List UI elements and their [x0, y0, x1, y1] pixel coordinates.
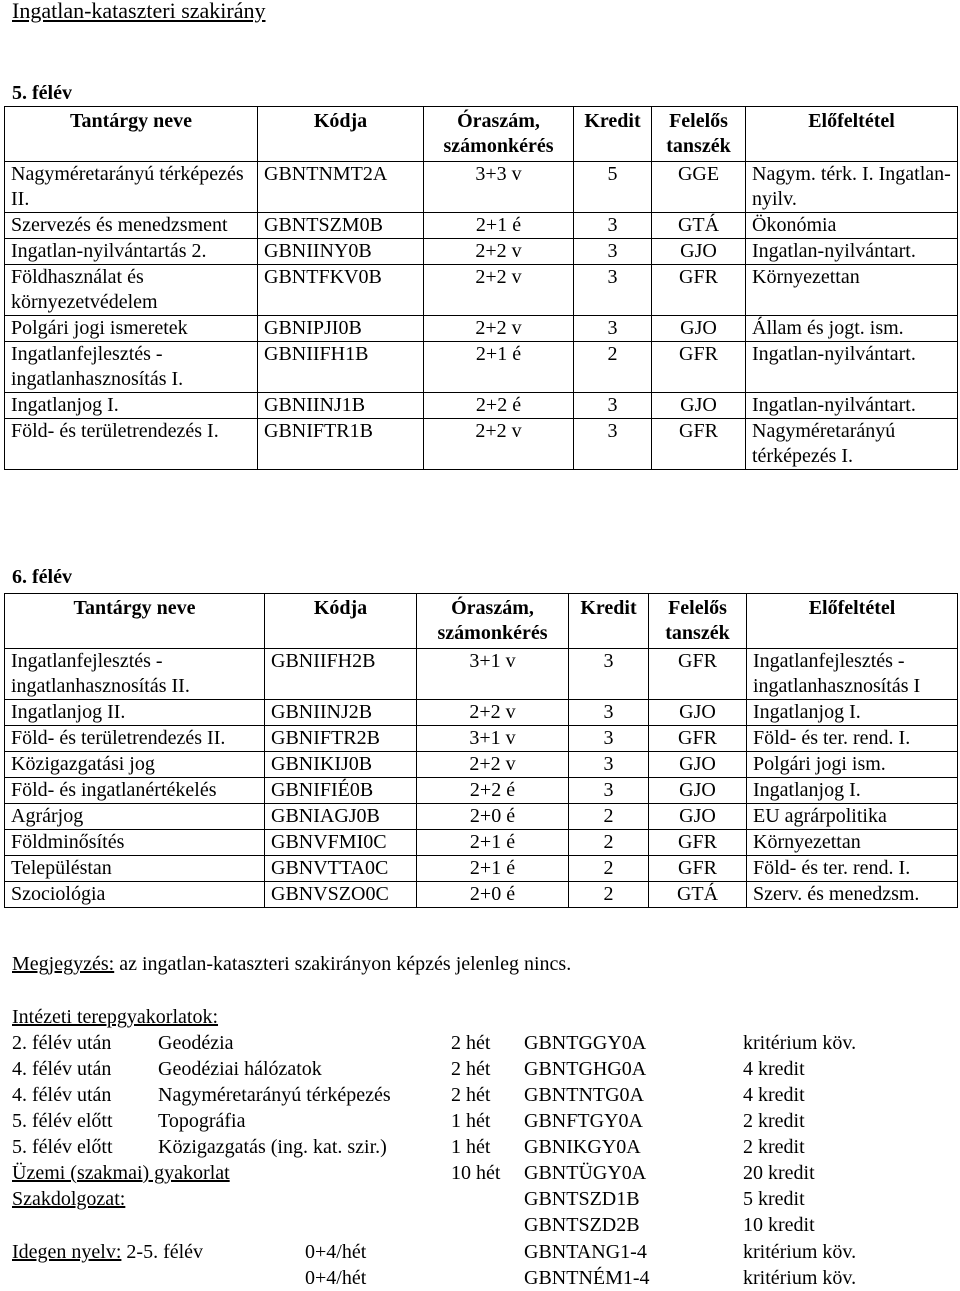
cell-subject: Településtan: [5, 856, 265, 882]
cell-prerequisite: Nagyméretarányú térképezés I.: [746, 419, 958, 470]
cell-subject: Ingatlanjog I.: [5, 393, 258, 419]
cell-prerequisite: Ingatlanjog I.: [747, 778, 958, 804]
cell-department: GFR: [652, 342, 746, 393]
practice-timing: 4. félév után: [12, 1084, 112, 1106]
cell-prerequisite: Ingatlan-nyilvántart.: [746, 239, 958, 265]
header-department: Felelős tanszék: [649, 594, 747, 649]
practice-code: GBNTGHG0A: [524, 1058, 647, 1080]
header-subject: Tantárgy neve: [5, 594, 265, 649]
cell-subject: Szociológia: [5, 882, 265, 908]
note-text: az ingatlan-kataszteri szakirányon képzés jelenleg nincs.: [114, 953, 572, 975]
cell-prerequisite: Környezettan: [746, 265, 958, 316]
cell-subject: Nagyméretarányú térképezés II.: [5, 162, 258, 213]
cell-hours: 2+2 é: [417, 778, 569, 804]
cell-hours: 2+0 é: [417, 804, 569, 830]
cell-department: GJO: [649, 804, 747, 830]
cell-credit: 5: [574, 162, 652, 213]
cell-department: GFR: [649, 856, 747, 882]
table-row: [5, 882, 958, 908]
cell-credit: 2: [569, 856, 649, 882]
practice-duration: 1 hét: [451, 1136, 491, 1158]
cell-subject: Ingatlanjog II.: [5, 700, 265, 726]
cell-department: GFR: [652, 419, 746, 470]
cell-credit: 3: [574, 393, 652, 419]
cell-credit: 3: [569, 700, 649, 726]
industrial-practice-label: Üzemi (szakmai) gyakorlat: [12, 1162, 230, 1184]
cell-code: GBNIIFH1B: [258, 342, 424, 393]
cell-code: GBNTFKV0B: [258, 265, 424, 316]
cell-subject: Föld- és területrendezés II.: [5, 726, 265, 752]
table-row: [5, 239, 958, 265]
cell-prerequisite: Ingatlanfejlesztés - ingatlanhasznosítás I: [747, 649, 958, 700]
header-code: Kódja: [265, 594, 417, 649]
cell-hours: 2+1 é: [417, 856, 569, 882]
language-code: GBNTNÉM1-4: [524, 1267, 650, 1289]
language-credit: kritérium köv.: [743, 1241, 857, 1263]
language-label: Idegen nyelv:: [12, 1241, 122, 1263]
cell-credit: 3: [574, 239, 652, 265]
header-credit: Kredit: [569, 594, 649, 649]
cell-hours: 3+3 v: [424, 162, 574, 213]
cell-hours: 2+2 v: [417, 700, 569, 726]
cell-department: GJO: [649, 752, 747, 778]
cell-code: GBNVSZO0C: [265, 882, 417, 908]
practice-timing: 5. félév előtt: [12, 1136, 113, 1158]
cell-prerequisite: Polgári jogi ism.: [747, 752, 958, 778]
cell-hours: 2+1 é: [424, 213, 574, 239]
cell-code: GBNIINY0B: [258, 239, 424, 265]
cell-prerequisite: Föld- és ter. rend. I.: [747, 856, 958, 882]
semester-6-label: 6. félév: [12, 566, 72, 588]
cell-credit: 2: [569, 830, 649, 856]
table-row: [5, 778, 958, 804]
cell-code: GBNIFTR1B: [258, 419, 424, 470]
cell-subject: Föld- és ingatlanértékelés: [5, 778, 265, 804]
header-prerequisite: Előfeltétel: [747, 594, 958, 649]
note-line: [12, 953, 571, 976]
cell-department: GTÁ: [652, 213, 746, 239]
table-row: [5, 342, 958, 393]
table-row: [5, 804, 958, 830]
practice-credit: 2 kredit: [743, 1136, 805, 1158]
language-hours: 0+4/hét: [305, 1241, 367, 1263]
cell-prerequisite: Nagym. térk. I. Ingatlan-nyilv.: [746, 162, 958, 213]
practice-name: Geodézia: [158, 1032, 234, 1054]
practice-credit: 4 kredit: [743, 1084, 805, 1106]
cell-prerequisite: EU agrárpolitika: [747, 804, 958, 830]
cell-prerequisite: Ingatlanjog I.: [747, 700, 958, 726]
cell-credit: 3: [569, 726, 649, 752]
thesis-credit: 10 kredit: [743, 1214, 815, 1236]
practice-code: GBNIKGY0A: [524, 1136, 641, 1158]
table-row: [5, 752, 958, 778]
cell-prerequisite: Környezettan: [747, 830, 958, 856]
header-hours: Óraszám, számonkérés: [417, 594, 569, 649]
cell-subject: Földminősítés: [5, 830, 265, 856]
cell-hours: 2+2 é: [424, 393, 574, 419]
cell-prerequisite: Ingatlan-nyilvántart.: [746, 342, 958, 393]
cell-code: GBNTSZM0B: [258, 213, 424, 239]
header-department: Felelős tanszék: [652, 107, 746, 162]
cell-prerequisite: Állam és jogt. ism.: [746, 316, 958, 342]
cell-subject: Polgári jogi ismeretek: [5, 316, 258, 342]
practice-credit: 2 kredit: [743, 1110, 805, 1132]
table-row: [5, 649, 958, 700]
cell-credit: 2: [574, 342, 652, 393]
cell-code: GBNIIFH2B: [265, 649, 417, 700]
cell-credit: 3: [574, 213, 652, 239]
cell-hours: 2+2 v: [424, 239, 574, 265]
cell-department: GGE: [652, 162, 746, 213]
cell-credit: 3: [574, 419, 652, 470]
thesis-code: GBNTSZD2B: [524, 1214, 640, 1236]
language-semesters: 2-5. félév: [121, 1241, 204, 1263]
language-hours: 0+4/hét: [305, 1267, 367, 1289]
cell-hours: 2+1 é: [417, 830, 569, 856]
table-row: [5, 162, 958, 213]
cell-subject: Földhasználat és környezetvédelem: [5, 265, 258, 316]
cell-credit: 3: [569, 778, 649, 804]
cell-subject: Ingatlanfejlesztés - ingatlanhasznosítás I.: [5, 342, 258, 393]
table-row: [5, 726, 958, 752]
cell-code: GBNIFIÉ0B: [265, 778, 417, 804]
cell-code: GBNVTTA0C: [265, 856, 417, 882]
header-hours: Óraszám, számonkérés: [424, 107, 574, 162]
language-credit: kritérium köv.: [743, 1267, 857, 1289]
table-row: [5, 856, 958, 882]
thesis-label: Szakdolgozat:: [12, 1188, 126, 1210]
practice-credit: kritérium köv.: [743, 1032, 857, 1054]
cell-department: GFR: [652, 265, 746, 316]
industrial-practice-duration: 10 hét: [451, 1162, 501, 1184]
practice-name: Közigazgatás (ing. kat. szir.): [158, 1136, 387, 1158]
table-row: [5, 316, 958, 342]
practice-code: GBNFTGY0A: [524, 1110, 643, 1132]
cell-hours: 2+2 v: [424, 316, 574, 342]
semester-6-table: [4, 593, 958, 908]
language-code: GBNTANG1-4: [524, 1241, 647, 1263]
cell-subject: Föld- és területrendezés I.: [5, 419, 258, 470]
industrial-practice-code: GBNTÜGY0A: [524, 1162, 647, 1184]
cell-subject: Szervezés és menedzsment: [5, 213, 258, 239]
header-code: Kódja: [258, 107, 424, 162]
cell-prerequisite: Ökonómia: [746, 213, 958, 239]
cell-department: GJO: [649, 700, 747, 726]
practice-timing: 4. félév után: [12, 1058, 112, 1080]
practice-duration: 2 hét: [451, 1058, 491, 1080]
language-label-line: [12, 1239, 203, 1265]
thesis-credit: 5 kredit: [743, 1188, 805, 1210]
cell-hours: 2+2 v: [424, 265, 574, 316]
cell-code: GBNIKIJ0B: [265, 752, 417, 778]
cell-hours: 3+1 v: [417, 649, 569, 700]
cell-hours: 3+1 v: [417, 726, 569, 752]
practice-label: Intézeti terepgyakorlatok:: [12, 1006, 219, 1028]
practice-duration: 2 hét: [451, 1084, 491, 1106]
practice-code: GBNTNTG0A: [524, 1084, 644, 1106]
practice-name: Topográfia: [158, 1110, 246, 1132]
cell-prerequisite: Szerv. és menedzsm.: [747, 882, 958, 908]
table-row: [5, 830, 958, 856]
table-header-row: [5, 107, 958, 162]
table-row: [5, 419, 958, 470]
practice-timing: 2. félév után: [12, 1032, 112, 1054]
cell-hours: 2+0 é: [417, 882, 569, 908]
cell-code: GBNVFMI0C: [265, 830, 417, 856]
practice-code: GBNTGGY0A: [524, 1032, 647, 1054]
note-label: Megjegyzés:: [12, 953, 115, 975]
cell-department: GJO: [652, 393, 746, 419]
cell-department: GFR: [649, 649, 747, 700]
cell-subject: Ingatlan-nyilvántartás 2.: [5, 239, 258, 265]
cell-code: GBNIPJI0B: [258, 316, 424, 342]
table-header-row: [5, 594, 958, 649]
cell-department: GJO: [652, 316, 746, 342]
document-title: Ingatlan-kataszteri szakirány: [12, 0, 266, 23]
cell-subject: Közigazgatási jog: [5, 752, 265, 778]
table-row: [5, 265, 958, 316]
cell-credit: 3: [569, 752, 649, 778]
practice-name: Nagyméretarányú térképezés: [158, 1084, 391, 1106]
thesis-code: GBNTSZD1B: [524, 1188, 640, 1210]
cell-hours: 2+2 v: [424, 419, 574, 470]
header-credit: Kredit: [574, 107, 652, 162]
table-row: [5, 700, 958, 726]
cell-credit: 3: [569, 649, 649, 700]
practice-name: Geodéziai hálózatok: [158, 1058, 322, 1080]
practice-duration: 1 hét: [451, 1110, 491, 1132]
industrial-practice-credit: 20 kredit: [743, 1162, 815, 1184]
cell-department: GFR: [649, 726, 747, 752]
cell-prerequisite: Föld- és ter. rend. I.: [747, 726, 958, 752]
semester-5-table: [4, 106, 958, 470]
cell-prerequisite: Ingatlan-nyilvántart.: [746, 393, 958, 419]
cell-department: GTÁ: [649, 882, 747, 908]
cell-department: GJO: [652, 239, 746, 265]
table-row: [5, 213, 958, 239]
cell-credit: 2: [569, 882, 649, 908]
cell-subject: Ingatlanfejlesztés - ingatlanhasznosítás II.: [5, 649, 265, 700]
cell-hours: 2+1 é: [424, 342, 574, 393]
cell-code: GBNIAGJ0B: [265, 804, 417, 830]
cell-code: GBNIINJ1B: [258, 393, 424, 419]
header-prerequisite: Előfeltétel: [746, 107, 958, 162]
cell-department: GFR: [649, 830, 747, 856]
header-subject: Tantárgy neve: [5, 107, 258, 162]
cell-credit: 2: [569, 804, 649, 830]
cell-hours: 2+2 v: [417, 752, 569, 778]
cell-credit: 3: [574, 316, 652, 342]
cell-code: GBNTNMT2A: [258, 162, 424, 213]
semester-5-label: 5. félév: [12, 82, 72, 104]
table-row: [5, 393, 958, 419]
practice-timing: 5. félév előtt: [12, 1110, 113, 1132]
cell-code: GBNIINJ2B: [265, 700, 417, 726]
cell-code: GBNIFTR2B: [265, 726, 417, 752]
practice-duration: 2 hét: [451, 1032, 491, 1054]
cell-credit: 3: [574, 265, 652, 316]
cell-department: GJO: [649, 778, 747, 804]
practice-credit: 4 kredit: [743, 1058, 805, 1080]
cell-subject: Agrárjog: [5, 804, 265, 830]
